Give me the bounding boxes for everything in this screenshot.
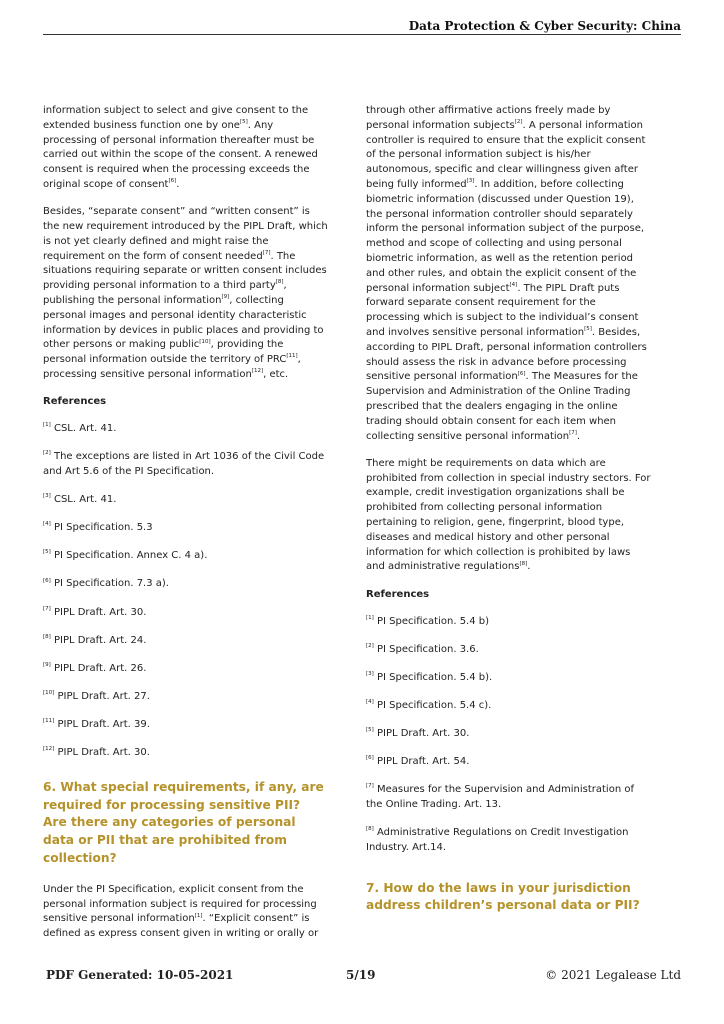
reference-item: [3] CSL. Art. 41.	[43, 493, 117, 506]
reference-item: [6] PIPL Draft. Art. 54.	[366, 755, 470, 767]
reference-item: [8] PIPL Draft. Art. 24.	[43, 633, 147, 646]
paragraph: Under the PI Specification, explicit consent from the personal information subject is required for processing sensitive personal information[1]. “Explicit consent” is defined as express consent given in writing or orally or	[43, 883, 319, 940]
references-heading: References	[366, 588, 430, 600]
reference-item: [9] PIPL Draft. Art. 26.	[43, 661, 147, 674]
reference-item: [7] Measures for the Supervision and Administration of the Online Trading. Art. 13.	[366, 783, 634, 810]
document-header-title: Data Protection & Cyber Security: China	[408, 19, 681, 33]
reference-item: [10] PIPL Draft. Art. 27.	[43, 689, 150, 702]
paragraph: information subject to select and give consent to the extended business function one by one[5]. Any processing of personal information thereafter must be carried out within the scope of the consent. A renewed consent is required when the processing exceeds the original scope of consent[6].	[43, 105, 318, 190]
reference-item: [6] PI Specification. 7.3 a).	[43, 577, 169, 590]
header-divider	[43, 34, 681, 35]
reference-item: [11] PIPL Draft. Art. 39.	[43, 718, 150, 730]
reference-item: [1] PI Specification. 5.4 b)	[366, 614, 490, 627]
question-6-heading: 6. What special requirements, if any, are required for processing sensitive PII? Are there any categories of personal data or PII that are prohibited from collection?	[43, 779, 324, 865]
pdf-generated-date: PDF Generated: 10-05-2021	[46, 968, 234, 982]
left-column	[43, 104, 328, 954]
reference-item: [7] PIPL Draft. Art. 30.	[43, 605, 147, 618]
right-column	[366, 104, 651, 930]
copyright-notice: © 2021 Legalease Ltd	[545, 968, 681, 982]
reference-item: [5] PI Specification. Annex C. 4 a).	[43, 549, 208, 562]
reference-item: [3] PI Specification. 5.4 b).	[366, 670, 493, 683]
page-number: 5/19	[346, 968, 376, 982]
reference-item: [12] PIPL Draft. Art. 30.	[43, 746, 150, 758]
paragraph: There might be requirements on data which are prohibited from collection in special industry sectors. For example, credit investigation organizations shall be prohibited from collecting personal information pertaining to religion, gene, fingerprint, blood type, diseases and medical history and other personal information for which collection is prohibited by laws and administrative regulations[8].	[366, 457, 651, 573]
page-footer	[43, 968, 681, 986]
reference-item: [1] CSL. Art. 41.	[43, 422, 117, 435]
reference-item: [2] PI Specification. 3.6.	[366, 642, 479, 655]
reference-item: [5] PIPL Draft. Art. 30.	[366, 727, 470, 739]
reference-item: [8] Administrative Regulations on Credit Investigation Industry. Art.14.	[366, 826, 629, 853]
paragraph: through other affirmative actions freely made by personal information subjects[2]. A personal information controller is required to ensure that the explicit consent of the personal information subject is his/her autonomous, specific and clear willingness given after being fully informed[3]. In addition, before collecting biometric information (discussed under Question 19), the personal information controller should separately inform the personal information subject of the purpose, method and scope of collecting and using personal biometric information, as well as the retention period and other rules, and obtain the explicit consent of the personal information subject[4]. The PIPL Draft puts forward separate consent requirement for the processing which is subject to the individual’s consent and involves sensitive personal information[5]. Besides, according to PIPL Draft, personal information controllers should assess the risk in advance before processing sensitive personal information[6]. The Measures for the Supervision and Administration of the Online Trading prescribed that the dealers engaging in the online trading should obtain consent for each item when collecting sensitive personal information[7].	[366, 105, 647, 442]
references-heading: References	[43, 396, 107, 408]
reference-item: [2] The exceptions are listed in Art 1036 of the Civil Code and Art 5.6 of the PI Specification.	[43, 450, 325, 478]
reference-item: [4] PI Specification. 5.3	[43, 521, 153, 534]
paragraph: Besides, “separate consent” and “written consent” is the new requirement introduced by the PIPL Draft, which is not yet clearly defined and might raise the requirement on the form of consent needed[7]. The situations requiring separate or written consent includes providing personal information to a third party[8], publishing the personal information[9], collecting personal images and personal identity characteristic information by devices in public places and providing to other persons or making public[10], providing the personal information outside the territory of PRC[11], processing sensitive personal information[12], etc.	[43, 206, 328, 381]
question-7-heading: 7. How do the laws in your jurisdiction address children’s personal data or PII?	[366, 880, 640, 913]
reference-item: [4] PI Specification. 5.4 c).	[366, 698, 492, 711]
